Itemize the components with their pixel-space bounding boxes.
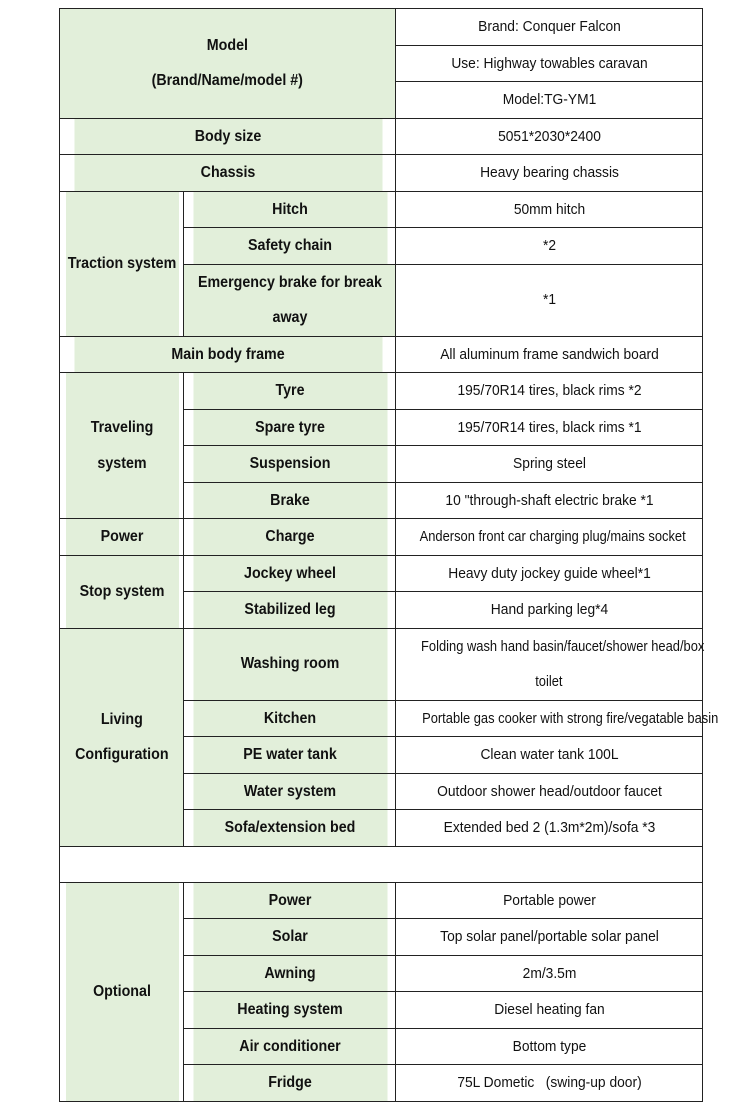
kitchen-value-cell (396, 700, 719, 737)
tyre-value: 195/70R14 tires, black rims *2 (408, 373, 690, 410)
solar-label: Solar (192, 919, 387, 956)
washing-room-value-cell (396, 628, 703, 700)
emergency-brake-label: Emergency brake for break (197, 273, 382, 291)
suspension-value: Spring steel (408, 446, 690, 483)
power-label: Power (64, 519, 178, 556)
optional-label: Optional (64, 882, 178, 1101)
table-row (60, 628, 703, 700)
table-row (60, 555, 703, 592)
charge-label: Charge (192, 519, 387, 556)
model-label-sub: (Brand/Name/model #) (151, 72, 304, 90)
separator-cell (85, 846, 677, 882)
use-value: Use: Highway towables caravan (408, 45, 690, 82)
living-configuration-label: Living (100, 710, 143, 728)
emergency-brake-label-cont: away (272, 309, 307, 326)
living-configuration-label-cell (60, 628, 184, 846)
brake-value: 10 "through-shaft electric brake *1 (408, 482, 690, 519)
main-body-frame-label: Main body frame (73, 336, 382, 373)
water-system-value: Outdoor shower head/outdoor faucet (408, 773, 690, 810)
pe-water-tank-value: Clean water tank 100L (408, 737, 690, 774)
air-conditioner-value: Bottom type (408, 1028, 690, 1065)
heating-system-label: Heating system (192, 992, 387, 1029)
model-number-value: Model:TG-YM1 (408, 82, 690, 119)
charge-value: Anderson front car charging plug/mains socket (419, 528, 686, 545)
fridge-value: 75L Dometic (swing-up door) (408, 1065, 690, 1102)
heating-system-value: Diesel heating fan (408, 992, 690, 1029)
fridge-label: Fridge (192, 1065, 387, 1102)
separator-row (60, 846, 703, 882)
emergency-brake-value: *1 (408, 264, 690, 336)
traction-system-label: Traction system (64, 191, 178, 336)
sofa-extension-bed-value: Extended bed 2 (1.3m*2m)/sofa *3 (408, 810, 690, 847)
jockey-wheel-value: Heavy duty jockey guide wheel*1 (408, 555, 690, 592)
suspension-label: Suspension (192, 446, 387, 483)
table-row (60, 336, 703, 373)
living-configuration-label-cont: Configuration (74, 746, 169, 763)
safety-chain-label: Safety chain (192, 228, 387, 265)
model-label-cell (60, 9, 396, 119)
chassis-value: Heavy bearing chassis (408, 155, 690, 192)
stabilized-leg-label: Stabilized leg (192, 592, 387, 629)
body-size-label: Body size (73, 118, 382, 155)
awning-label: Awning (192, 955, 387, 992)
chassis-label: Chassis (73, 155, 382, 192)
traveling-system-label: Traveling system (64, 373, 178, 519)
brake-label: Brake (192, 482, 387, 519)
washing-room-label: Washing room (192, 628, 387, 700)
emergency-brake-label-cell (184, 264, 396, 336)
main-body-frame-value: All aluminum frame sandwich board (408, 336, 690, 373)
sofa-extension-bed-label: Sofa/extension bed (192, 810, 387, 847)
table-row (60, 519, 703, 556)
table-row (60, 882, 703, 919)
kitchen-label: Kitchen (192, 700, 387, 737)
hitch-label: Hitch (192, 191, 387, 228)
washing-room-value: Folding wash hand basin/faucet/shower head/box (421, 637, 705, 655)
stabilized-leg-value: Hand parking leg*4 (408, 592, 690, 629)
body-size-value: 5051*2030*2400 (408, 118, 690, 155)
table-row (60, 118, 703, 155)
table-row (60, 155, 703, 192)
solar-value: Top solar panel/portable solar panel (408, 919, 690, 956)
air-conditioner-label: Air conditioner (192, 1028, 387, 1065)
spare-tyre-label: Spare tyre (192, 409, 387, 446)
jockey-wheel-label: Jockey wheel (192, 555, 387, 592)
table-row (60, 9, 703, 46)
table-row (60, 191, 703, 228)
water-system-label: Water system (192, 773, 387, 810)
awning-value: 2m/3.5m (408, 955, 690, 992)
spec-table (59, 8, 719, 1102)
optional-power-value: Portable power (408, 882, 690, 919)
spare-tyre-value: 195/70R14 tires, black rims *1 (408, 409, 690, 446)
model-label: Model (206, 36, 249, 54)
kitchen-value: Portable gas cooker with strong fire/vegatable basin (422, 709, 719, 727)
table-row (60, 373, 703, 410)
tyre-label: Tyre (192, 373, 387, 410)
safety-chain-value: *2 (408, 228, 690, 265)
pe-water-tank-label: PE water tank (192, 737, 387, 774)
optional-power-label: Power (192, 882, 387, 919)
stop-system-label: Stop system (64, 555, 178, 628)
washing-room-value-cont: toilet (535, 673, 563, 690)
hitch-value: 50mm hitch (408, 191, 690, 228)
charge-value-cell (396, 519, 703, 556)
brand-value: Brand: Conquer Falcon (408, 9, 690, 46)
